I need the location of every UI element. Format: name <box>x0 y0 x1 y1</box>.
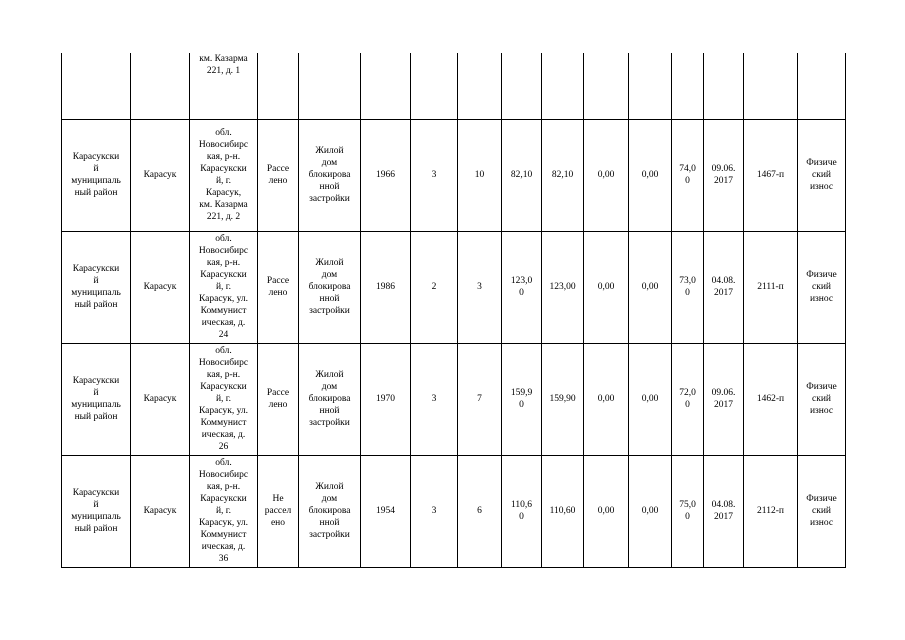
cell-status: Не рассел ено <box>258 455 299 567</box>
cell-reason: Физиче ский износ <box>798 455 846 567</box>
cell-wear: 75,0 0 <box>672 455 704 567</box>
cell-status: Рассе лено <box>258 343 299 455</box>
cell-area4: 0,00 <box>629 231 672 343</box>
cell-reason: Физиче ский износ <box>798 119 846 231</box>
cell-count: 3 <box>458 231 502 343</box>
table-row <box>62 455 846 567</box>
table-row <box>62 231 846 343</box>
cell-address: обл. Новосибирс кая, р-н. Карасукски й, г. Карасук, ул. Коммунист ическая, д. 26 <box>190 343 258 455</box>
cell-count: 10 <box>458 119 502 231</box>
cell-reason: Физиче ский износ <box>798 231 846 343</box>
table-row-partial <box>62 53 846 119</box>
cell-address: км. Казарма 221, д. 1 <box>190 53 258 119</box>
cell-type: Жилой дом блокирова нной застройки <box>299 343 361 455</box>
cell-count: 7 <box>458 343 502 455</box>
cell-floors: 3 <box>411 455 458 567</box>
cell-locality: Карасук <box>131 231 190 343</box>
cell-area4: 0,00 <box>629 455 672 567</box>
cell-type: Жилой дом блокирова нной застройки <box>299 455 361 567</box>
cell-year: 1954 <box>361 455 411 567</box>
cell-floors: 3 <box>411 343 458 455</box>
cell-area4: 0,00 <box>629 119 672 231</box>
cell-district: Карасукски й муниципаль ный район <box>62 231 131 343</box>
cell-district: Карасукски й муниципаль ный район <box>62 119 131 231</box>
cell-date: 04.08. 2017 <box>704 455 744 567</box>
cell-type: Жилой дом блокирова нной застройки <box>299 119 361 231</box>
cell-doc: 1462-п <box>744 343 798 455</box>
housing-register-table <box>61 53 846 568</box>
cell-wear: 74,0 0 <box>672 119 704 231</box>
cell-address: обл. Новосибирс кая, р-н. Карасукски й, г. Карасук, ул. Коммунист ическая, д. 24 <box>190 231 258 343</box>
cell-floors: 2 <box>411 231 458 343</box>
cell-reason: Физиче ский износ <box>798 343 846 455</box>
cell-area1: 110,6 0 <box>502 455 542 567</box>
cell-date: 04.08. 2017 <box>704 231 744 343</box>
cell-district: Карасукски й муниципаль ный район <box>62 343 131 455</box>
cell-address: обл. Новосибирс кая, р-н. Карасукски й, г. Карасук, км. Казарма 221, д. 2 <box>190 119 258 231</box>
cell-district <box>62 53 131 119</box>
cell-wear: 73,0 0 <box>672 231 704 343</box>
cell-area2: 82,10 <box>542 119 584 231</box>
cell-count: 6 <box>458 455 502 567</box>
cell-locality: Карасук <box>131 455 190 567</box>
cell-date: 09.06. 2017 <box>704 119 744 231</box>
cell-year: 1966 <box>361 119 411 231</box>
cell-doc: 1467-п <box>744 119 798 231</box>
cell-area2: 110,60 <box>542 455 584 567</box>
cell-address: обл. Новосибирс кая, р-н. Карасукски й, г. Карасук, ул. Коммунист ическая, д. 36 <box>190 455 258 567</box>
cell-area2: 123,00 <box>542 231 584 343</box>
cell-district: Карасукски й муниципаль ный район <box>62 455 131 567</box>
cell-locality <box>131 53 190 119</box>
cell-area1: 82,10 <box>502 119 542 231</box>
cell-wear: 72,0 0 <box>672 343 704 455</box>
cell-area4: 0,00 <box>629 343 672 455</box>
cell-area3: 0,00 <box>584 119 629 231</box>
cell-year: 1986 <box>361 231 411 343</box>
cell-date: 09.06. 2017 <box>704 343 744 455</box>
cell-locality: Карасук <box>131 119 190 231</box>
cell-status: Рассе лено <box>258 231 299 343</box>
cell-status: Рассе лено <box>258 119 299 231</box>
table-row <box>62 343 846 455</box>
table-row <box>62 119 846 231</box>
cell-area3: 0,00 <box>584 455 629 567</box>
cell-type: Жилой дом блокирова нной застройки <box>299 231 361 343</box>
cell-area2: 159,90 <box>542 343 584 455</box>
cell-area3: 0,00 <box>584 231 629 343</box>
cell-locality: Карасук <box>131 343 190 455</box>
cell-doc: 2112-п <box>744 455 798 567</box>
cell-area1: 123,0 0 <box>502 231 542 343</box>
cell-doc: 2111-п <box>744 231 798 343</box>
cell-floors: 3 <box>411 119 458 231</box>
cell-year: 1970 <box>361 343 411 455</box>
cell-area1: 159,9 0 <box>502 343 542 455</box>
cell-area3: 0,00 <box>584 343 629 455</box>
